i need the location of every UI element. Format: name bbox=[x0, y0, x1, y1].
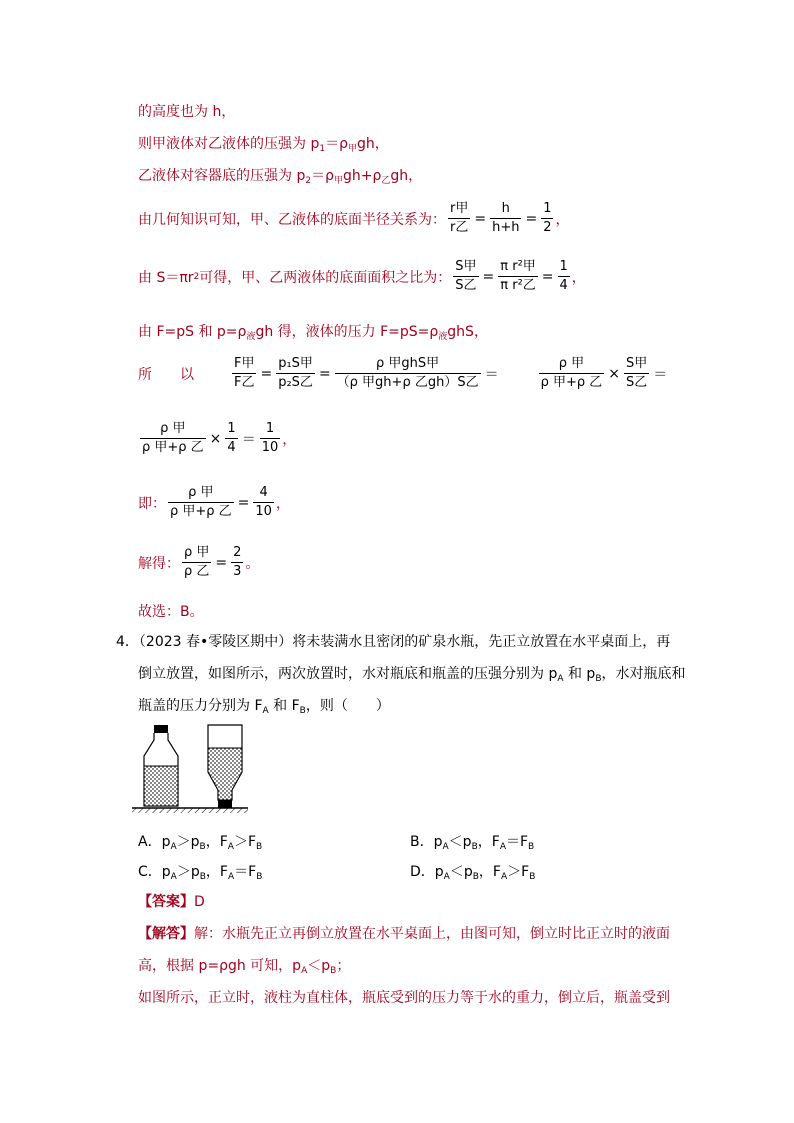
numerator: 1 bbox=[558, 258, 570, 277]
equals-sign: = bbox=[260, 365, 273, 382]
denominator: ρ 甲+ρ 乙 bbox=[142, 440, 204, 455]
text: 解：水瓶先正立再倒立放置在水平桌面上，由图可知，倒立时比正立时的液面 bbox=[194, 926, 670, 942]
solution-line bbox=[138, 322, 488, 347]
text: ghS， bbox=[447, 324, 488, 340]
times-sign: × bbox=[608, 365, 620, 382]
solution-line bbox=[138, 924, 670, 944]
text: ＞F bbox=[233, 834, 257, 850]
denominator: 4 bbox=[227, 440, 236, 455]
fraction bbox=[541, 200, 553, 237]
equals-sign: = bbox=[525, 210, 538, 227]
subscript: 2 bbox=[305, 176, 312, 186]
option-c[interactable] bbox=[138, 862, 262, 887]
text: ， bbox=[571, 269, 586, 286]
denominator: r乙 bbox=[450, 220, 469, 235]
text: 由 F=pS 和 p=ρ bbox=[138, 324, 247, 340]
fraction bbox=[539, 355, 605, 392]
subscript: A bbox=[442, 842, 449, 852]
text: 则甲液体对乙液体的压强为 p bbox=[138, 136, 320, 152]
solution-line bbox=[138, 602, 204, 622]
denominator: 10 bbox=[261, 440, 279, 455]
subscript: 甲 bbox=[347, 144, 357, 154]
equals-sign: = bbox=[318, 365, 331, 382]
text: B．p bbox=[410, 834, 443, 850]
upright-bottle bbox=[144, 725, 178, 806]
equals-sign: = bbox=[482, 268, 495, 285]
text: 瓶盖的压力分别为 F bbox=[138, 698, 263, 714]
numerator: 2 bbox=[231, 544, 243, 563]
subscript: B bbox=[199, 842, 206, 852]
denominator: 3 bbox=[233, 564, 242, 579]
math-line bbox=[138, 200, 569, 237]
numerator: ρ 甲 bbox=[539, 355, 605, 374]
subscript: 甲 bbox=[333, 176, 343, 186]
table-surface bbox=[132, 808, 248, 813]
fraction bbox=[140, 420, 206, 457]
subscript: A bbox=[500, 872, 508, 882]
equals-sign: ＝ bbox=[484, 366, 499, 383]
text: ＜p bbox=[449, 864, 473, 880]
text: 和 F bbox=[268, 698, 300, 714]
text: 可得，甲、乙两液体的底面面积之比为： bbox=[199, 269, 452, 286]
math-line bbox=[138, 355, 678, 392]
solution-line bbox=[138, 134, 389, 159]
solution-line bbox=[138, 102, 235, 122]
text: ，则（ ） bbox=[305, 698, 390, 714]
denominator: （ρ 甲gh+ρ 乙gh）S乙 bbox=[336, 375, 479, 390]
text: ＞F bbox=[507, 864, 530, 880]
fraction bbox=[453, 258, 478, 295]
subscript: A bbox=[557, 674, 564, 684]
math-line bbox=[138, 484, 290, 521]
text: ，F bbox=[205, 834, 228, 850]
text: 高，根据 p=ρgh 可知，p bbox=[138, 958, 302, 974]
math-line bbox=[138, 544, 259, 581]
subscript: B bbox=[528, 842, 535, 852]
subscript: B bbox=[330, 966, 337, 976]
subscript: B bbox=[256, 872, 263, 882]
question-line bbox=[138, 664, 686, 689]
fraction bbox=[624, 355, 649, 392]
text: 倒立放置，如图所示，两次放置时，水对瓶底和瓶盖的压强分别为 p bbox=[138, 666, 558, 682]
text: 。 bbox=[245, 555, 260, 572]
numerator: ρ 甲 bbox=[168, 484, 234, 503]
fraction bbox=[168, 484, 234, 521]
subscript: A bbox=[301, 966, 308, 976]
text: 的高度也为 h， bbox=[138, 104, 236, 120]
fraction bbox=[335, 355, 481, 392]
denominator: 2 bbox=[543, 220, 552, 235]
math-line bbox=[138, 420, 296, 457]
option-b[interactable] bbox=[410, 832, 534, 857]
answer-tag: 【答案】 bbox=[138, 894, 194, 910]
denominator: ρ 甲+ρ 乙 bbox=[540, 375, 603, 390]
text: 乙液体对容器底的压强为 p bbox=[138, 168, 306, 184]
denominator: S乙 bbox=[625, 375, 648, 390]
solution-line bbox=[138, 988, 670, 1008]
text: ＞p bbox=[176, 834, 200, 850]
subscript: 乙 bbox=[381, 176, 391, 186]
subscript: 液 bbox=[438, 332, 448, 342]
answer-value: D bbox=[194, 894, 205, 910]
text: gh， bbox=[390, 168, 423, 184]
text: D．p bbox=[410, 864, 444, 880]
math-line bbox=[138, 258, 586, 295]
text: ＞p bbox=[176, 864, 200, 880]
fraction bbox=[182, 544, 211, 581]
text: gh+ρ bbox=[342, 168, 382, 184]
denominator: π r²乙 bbox=[500, 278, 536, 293]
fraction bbox=[231, 544, 243, 581]
denominator: h+h bbox=[492, 220, 520, 235]
question-text: 4．（2023 春•零陵区期中）将未装满水且密闭的矿泉水瓶，先正立放置在水平桌面上，再 bbox=[116, 634, 671, 650]
inverted-bottle bbox=[208, 725, 242, 808]
subscript: 液 bbox=[246, 332, 256, 342]
fraction bbox=[232, 355, 256, 392]
option-a[interactable] bbox=[138, 832, 262, 857]
denominator: ρ 甲+ρ 乙 bbox=[170, 504, 232, 519]
superscript: 2 bbox=[193, 271, 200, 282]
subscript: A bbox=[227, 842, 234, 852]
denominator: p₂S乙 bbox=[278, 375, 313, 390]
numerator: ρ 甲 bbox=[182, 544, 211, 563]
fraction bbox=[490, 200, 521, 237]
equals-sign: = bbox=[474, 210, 487, 227]
text: 即： bbox=[138, 495, 166, 512]
fraction bbox=[276, 355, 315, 392]
numerator: p₁S甲 bbox=[276, 355, 315, 374]
subscript: B bbox=[299, 706, 306, 716]
times-sign: × bbox=[209, 430, 222, 447]
numerator: 1 bbox=[541, 200, 553, 219]
solution-line bbox=[138, 166, 422, 191]
text: 由 S＝πr bbox=[138, 269, 194, 286]
text: ，F bbox=[478, 864, 501, 880]
equals-sign: = bbox=[237, 494, 250, 511]
numerator: 1 bbox=[225, 420, 237, 439]
text: 和 p bbox=[563, 666, 596, 682]
subscript: A bbox=[443, 872, 450, 882]
subscript: A bbox=[170, 872, 177, 882]
text: ＝ρ bbox=[311, 168, 334, 184]
question-line bbox=[138, 696, 390, 721]
denominator: 4 bbox=[559, 278, 568, 293]
subscript: 1 bbox=[319, 144, 326, 154]
fraction bbox=[498, 258, 538, 295]
fraction bbox=[260, 420, 281, 457]
text: 解得： bbox=[138, 555, 180, 572]
question-line bbox=[116, 632, 670, 652]
equals-sign: ＝ bbox=[653, 366, 668, 383]
text: A．p bbox=[138, 834, 171, 850]
subscript: A bbox=[227, 872, 235, 882]
text: 如图所示，正立时，液柱为直柱体，瓶底受到的压力等于水的重力，倒立后，瓶盖受到 bbox=[138, 990, 670, 1006]
solution-tag: 【解答】 bbox=[138, 926, 194, 942]
numerator: F甲 bbox=[232, 355, 256, 374]
text: ＝F bbox=[234, 864, 257, 880]
text: ，水对瓶底和 bbox=[601, 666, 686, 682]
numerator: ρ 甲ghS甲 bbox=[335, 355, 481, 374]
fraction bbox=[253, 484, 274, 521]
subscript: B bbox=[256, 842, 263, 852]
numerator: r甲 bbox=[448, 200, 470, 219]
equals-sign: = bbox=[541, 268, 554, 285]
numerator: S甲 bbox=[624, 355, 649, 374]
text: gh 得，液体的压力 F=pS=ρ bbox=[255, 324, 439, 340]
subscript: B bbox=[595, 674, 602, 684]
text: ， bbox=[282, 431, 297, 448]
text: ，F bbox=[205, 864, 228, 880]
text: ， bbox=[555, 211, 570, 228]
denominator: S乙 bbox=[455, 278, 477, 293]
subscript: B bbox=[472, 872, 479, 882]
numerator: π r²甲 bbox=[498, 258, 538, 277]
fraction bbox=[558, 258, 570, 295]
subscript: B bbox=[471, 842, 478, 852]
bottles-figure bbox=[130, 722, 250, 814]
text: C．p bbox=[138, 864, 171, 880]
numerator: ρ 甲 bbox=[140, 420, 206, 439]
subscript: A bbox=[262, 706, 269, 716]
text: 由几何知识可知，甲、乙液体的底面半径关系为： bbox=[138, 211, 446, 228]
text: 所 以 bbox=[138, 366, 194, 383]
denominator: F乙 bbox=[234, 375, 255, 390]
equals-sign: = bbox=[215, 554, 228, 571]
text: ，F bbox=[477, 834, 500, 850]
numerator: S甲 bbox=[453, 258, 478, 277]
fraction bbox=[448, 200, 470, 237]
text: gh， bbox=[356, 136, 389, 152]
denominator: 10 bbox=[255, 504, 272, 519]
text: ＜p bbox=[448, 834, 472, 850]
subscript: B bbox=[529, 872, 536, 882]
text: ＝F bbox=[505, 834, 529, 850]
subscript: A bbox=[170, 842, 177, 852]
fraction bbox=[225, 420, 237, 457]
denominator: ρ 乙 bbox=[184, 564, 210, 579]
text: 故选：B。 bbox=[138, 604, 204, 620]
text: ， bbox=[275, 495, 290, 512]
solution-line bbox=[138, 956, 350, 981]
numerator: 1 bbox=[260, 420, 281, 439]
equals-sign: ＝ bbox=[241, 431, 256, 448]
numerator: h bbox=[490, 200, 521, 219]
text: ＝ρ bbox=[325, 136, 348, 152]
subscript: A bbox=[499, 842, 506, 852]
text: ＜p bbox=[307, 958, 331, 974]
option-d[interactable] bbox=[410, 862, 535, 887]
text: ； bbox=[336, 958, 351, 974]
numerator: 4 bbox=[253, 484, 274, 503]
subscript: B bbox=[199, 872, 206, 882]
answer-line bbox=[138, 892, 205, 912]
